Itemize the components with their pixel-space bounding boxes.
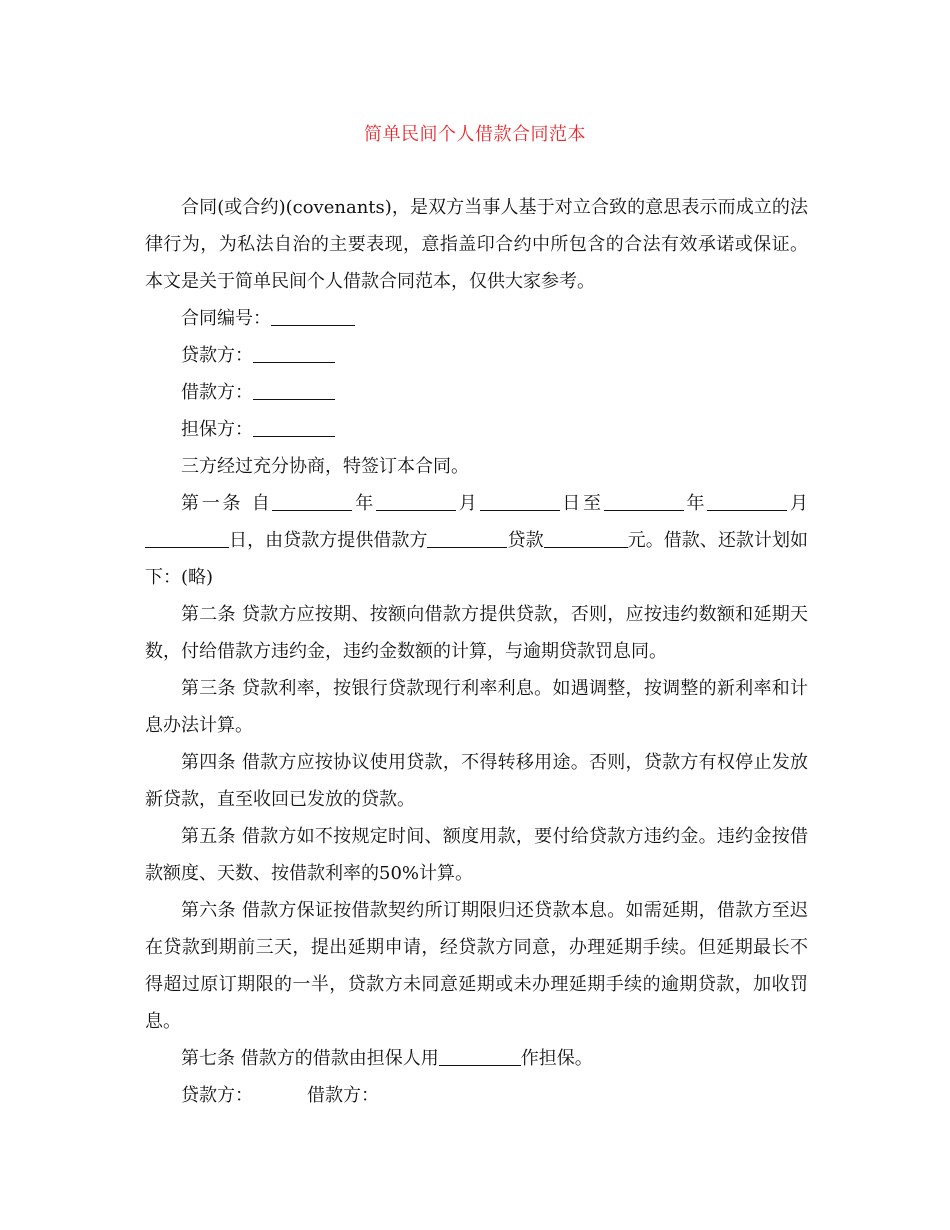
article-1-text-8: 贷款 <box>507 530 544 551</box>
article-1-text-4: 日至 <box>559 493 604 514</box>
lender-line <box>145 337 808 374</box>
contract-number-blank <box>271 303 355 326</box>
signature-line <box>145 1077 808 1114</box>
article-1-text-2: 年 <box>352 493 376 514</box>
lender-label: 贷款方： <box>181 345 253 366</box>
agreement-line: 三方经过充分协商，特签订本合同。 <box>181 456 469 477</box>
borrower-name-blank <box>427 525 507 548</box>
article-5: 第五条 借款方如不按规定时间、额度用款，要付给贷款方违约金。违约金按借款额度、天数、按借款利率的50%计算。 <box>145 826 808 884</box>
article-7-text-2: 作担保。 <box>520 1048 593 1069</box>
article-1-text-9: 元。借款、还款计划如下：(略) <box>145 530 809 588</box>
guarantor-line <box>145 411 808 448</box>
contract-number-line <box>145 300 808 337</box>
borrower-label: 借款方： <box>181 382 253 403</box>
article-1 <box>145 485 808 596</box>
guarantee-blank <box>439 1043 521 1066</box>
article-1-text-1: 第一条 自 <box>181 493 273 514</box>
intro-paragraph: 合同(或合约)(covenants)，是双方当事人基于对立合致的意思表示而成立的法律行为，为私法自治的主要表现，意指盖印合约中所包含的合法有效承诺或保证。本文是关于简单民间个人借款合同范本，仅供大家参考。 <box>145 197 808 292</box>
article-1-text-7: 日，由贷款方提供借款方 <box>229 530 428 551</box>
document-body <box>145 189 808 1114</box>
guarantor-label: 担保方： <box>181 419 253 440</box>
article-1-text-6: 月 <box>787 493 809 514</box>
signature-borrower-label: 借款方： <box>307 1085 379 1106</box>
start-year-blank <box>272 488 352 511</box>
article-3: 第三条 贷款利率，按银行贷款现行利率利息。如遇调整，按调整的新利率和计息办法计算。 <box>145 678 808 736</box>
amount-blank <box>544 525 628 548</box>
end-day-blank <box>145 525 229 548</box>
start-day-blank <box>480 488 560 511</box>
article-1-text-5: 年 <box>683 493 708 514</box>
document-title: 简单民间个人借款合同范本 <box>364 124 586 145</box>
article-7-text-1: 第七条 借款方的借款由担保人用 <box>181 1048 439 1069</box>
start-month-blank <box>376 488 456 511</box>
article-7 <box>145 1040 808 1077</box>
lender-blank <box>253 340 335 363</box>
contract-number-label: 合同编号： <box>181 308 271 329</box>
signature-lender-label: 贷款方： <box>181 1085 253 1106</box>
borrower-line <box>145 374 808 411</box>
article-4: 第四条 借款方应按协议使用贷款，不得转移用途。否则，贷款方有权停止发放新贷款，直至收回已发放的贷款。 <box>145 752 808 810</box>
borrower-blank <box>253 377 335 400</box>
guarantor-blank <box>253 414 335 437</box>
article-6: 第六条 借款方保证按借款契约所订期限归还贷款本息。如需延期，借款方至迟在贷款到期前三天，提出延期申请，经贷款方同意，办理延期手续。但延期最长不得超过原订期限的一半，贷款方未同意延期或未办理延期手续的逾期贷款，加收罚息。 <box>145 900 808 1032</box>
end-month-blank <box>707 488 787 511</box>
end-year-blank <box>604 488 684 511</box>
article-2: 第二条 贷款方应按期、按额向借款方提供贷款，否则，应按违约数额和延期天数，付给借款方违约金，违约金数额的计算，与逾期贷款罚息同。 <box>145 604 808 662</box>
article-1-text-3: 月 <box>456 493 480 514</box>
